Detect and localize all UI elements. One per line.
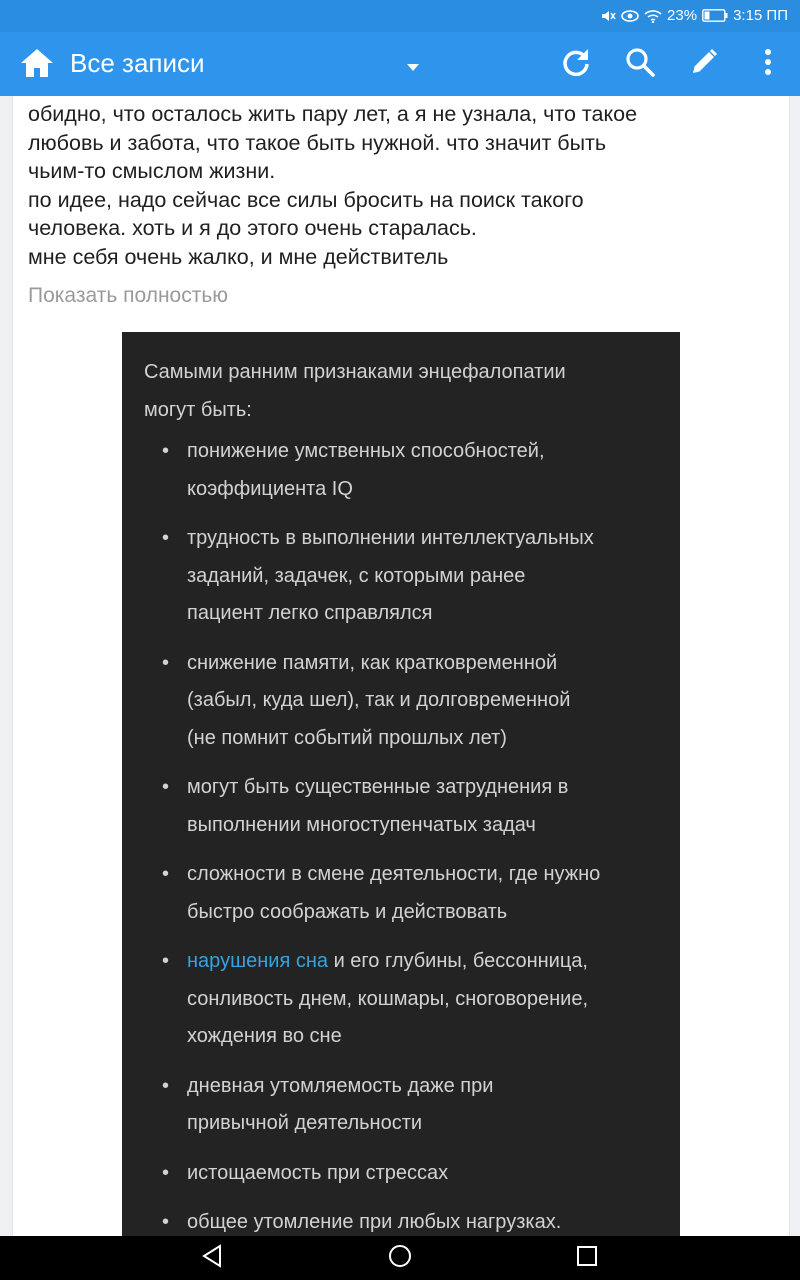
pencil-icon [689,47,719,82]
post-text-line: любовь и забота, что такое быть нужной. что значит быть [28,130,607,155]
symptom-line: хождения во сне [187,1025,342,1047]
recents-button[interactable] [567,1242,607,1274]
app-bar [0,32,800,96]
bullet: • [162,776,170,798]
symptom-line: трудность в выполнении интеллектуальных [187,527,594,549]
bullet: • [162,1211,170,1233]
compose-button[interactable] [684,46,724,82]
symptom-line: пациент легко справлялся [187,602,433,624]
bullet: • [162,651,170,674]
symptom-line: коэффициента IQ [187,477,353,500]
post-text-line: человека. хоть и я до этого очень старалась. [28,216,477,241]
symptom-line: (не помнит событий прошлых лет) [187,726,507,749]
image-intro [144,354,644,429]
search-button[interactable] [620,46,660,82]
eye-icon [621,9,639,23]
home-circle-icon [388,1244,412,1273]
home-button[interactable] [18,46,56,82]
symptom-line: могут быть существенные затруднения в [187,776,569,798]
back-icon [201,1244,223,1273]
bullet: • [162,1161,170,1184]
sleep-disorder-link[interactable]: нарушения сна [187,950,329,972]
refresh-button[interactable] [556,46,596,82]
wifi-icon [644,9,662,23]
symptom-line: общее утомление при любых нагрузках. [187,1211,562,1233]
app-title: Все записи [70,48,205,78]
status-time: 3:15 ПП [733,7,788,24]
bullet: • [162,527,170,549]
battery-percent: 23% [667,7,698,24]
more-options-button[interactable] [748,46,788,82]
mute-icon [600,8,616,24]
symptom-line: привычной деятельности [187,1112,423,1134]
symptom-line: сонливость днем, кошмары, сноговорение, [187,987,589,1010]
post-text [28,100,768,272]
post-image[interactable] [122,332,680,1236]
search-icon [624,46,656,83]
symptom-line: понижение умственных способностей, [187,440,545,462]
show-more-link[interactable]: Показать полностью [28,284,229,307]
status-bar [0,0,800,32]
symptom-line: истощаемость при стрессах [187,1161,449,1184]
symptom-line: сложности в смене деятельности, где нужно [187,863,601,885]
symptom-line-rest: и его глубины, бессонница, [328,950,588,972]
bullet: • [162,863,170,885]
image-intro-line: Самыми ранним признаками энцефалопатии [144,361,566,383]
home-nav-button[interactable] [380,1242,420,1274]
battery-icon [702,9,728,22]
post-text-line: мне себя очень жалко, и мне действитель [28,244,449,269]
navigation-bar [0,1236,800,1280]
recents-icon [576,1245,598,1272]
symptom-line: выполнении многоступенчатых задач [187,813,536,836]
symptom-line: дневная утомляемость даже при [187,1074,494,1097]
post-card [12,96,790,1236]
symptom-line: быстро соображать и действовать [187,900,508,923]
post-text-line: по идее, надо сейчас все силы бросить на поиск такого [28,187,584,212]
more-vertical-icon [764,47,772,82]
bullet: • [162,440,170,462]
post-text-line: чьим-то смыслом жизни. [28,159,276,184]
image-intro-line: могут быть: [144,398,252,421]
feed-selector[interactable] [70,46,430,82]
post-text-line: обидно, что осталось жить пару лет, а я не узнала, что такое [28,102,638,126]
refresh-icon [560,46,592,83]
back-button[interactable] [192,1242,232,1274]
symptom-line [187,943,588,981]
symptom-line: заданий, задачек, с которыми ранее [187,564,526,587]
symptom-line: (забыл, куда шел), так и долговременной [187,689,571,711]
symptom-line: снижение памяти, как кратковременной [187,651,558,674]
home-icon [18,67,56,84]
chevron-down-icon [406,59,420,77]
bullet: • [162,950,170,972]
bullet: • [162,1074,170,1097]
